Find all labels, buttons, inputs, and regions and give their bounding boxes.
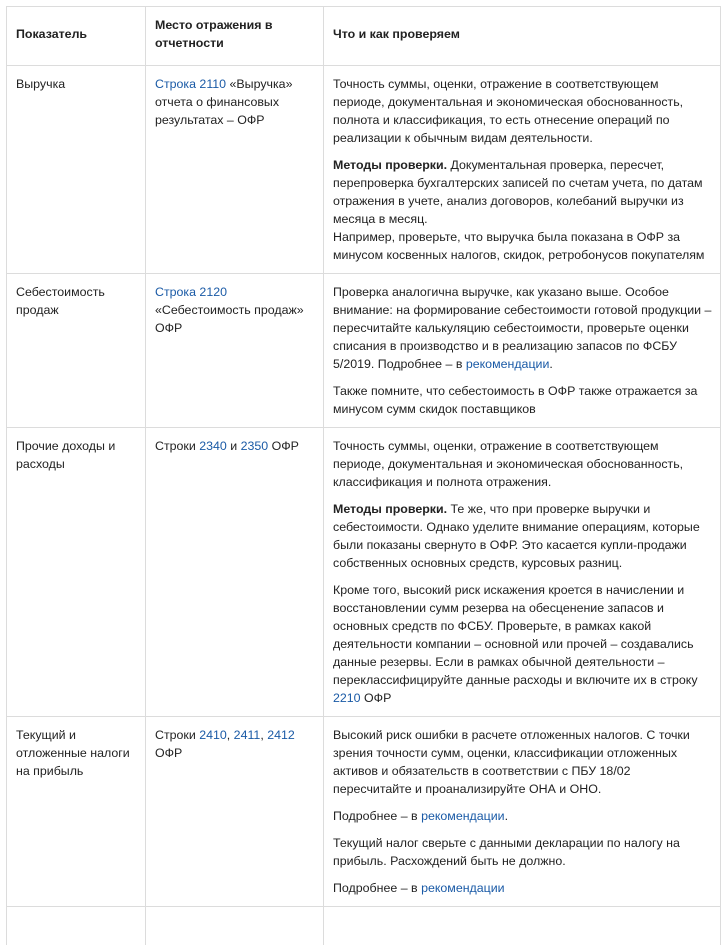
line-2350-link[interactable]: 2350 bbox=[241, 439, 269, 453]
check-text: Подробнее – в bbox=[333, 809, 421, 823]
check-paragraph: Также помните, что себестоимость в ОФР также отражается за минусом сумм скидок поставщиков bbox=[333, 382, 712, 418]
methods-text: Те же, что при проверке выручки и себестоимости. Однако уделите внимание операциям, которые были показаны свернуто в ОФР. Это касается купли-продажи собственных основных средств, курсовых разниц. bbox=[333, 502, 700, 570]
line-2412-link[interactable]: 2412 bbox=[267, 728, 295, 742]
check-paragraph: Высокий риск ошибки в расчете отложенных налогов. С точки зрения точности сумм, оценки, классификации отложенных активов и обязательств в соответствии с ПБУ 18/02 пересчитайте и проанализируйте ОНА и ОНО. bbox=[333, 726, 712, 798]
check-text: ОФР bbox=[361, 691, 392, 705]
indicator-cell: Текущий и отложенные налоги на прибыль bbox=[7, 717, 146, 907]
table-header-row bbox=[7, 7, 721, 66]
check-cell bbox=[324, 274, 721, 428]
place-text: ОФР bbox=[268, 439, 299, 453]
empty-cell bbox=[146, 907, 324, 945]
place-text: «Себестоимость продаж» ОФР bbox=[155, 303, 304, 335]
place-text: Строки bbox=[155, 439, 199, 453]
indicator-cell: Прочие доходы и расходы bbox=[7, 428, 146, 717]
table-row bbox=[7, 66, 721, 274]
check-paragraph: Текущий налог сверьте с данными декларации по налогу на прибыль. Расхождений быть не должно. bbox=[333, 834, 712, 870]
check-paragraph: Точность суммы, оценки, отражение в соответствующем периоде, документальная и экономическая обоснованность, полнота и классификация, то есть отнесение операций по реализации к обычным видам деятельности. bbox=[333, 75, 712, 147]
methods-label: Методы проверки. bbox=[333, 158, 447, 172]
place-text: «Выручка» отчета о финансовых результатах – ОФР bbox=[155, 77, 292, 127]
methods-text: Документальная проверка, пересчет, перепроверка бухгалтерских записей по счетам учета, по датам отражения в учете, анализ договоров, колебаний выручки из месяца в месяц. bbox=[333, 158, 703, 226]
check-paragraph bbox=[333, 581, 712, 707]
methods-paragraph bbox=[333, 500, 712, 572]
check-text: Кроме того, высокий риск искажения кроется в начислении и восстановлении сумм резерва на обесценение запасов и основных средств по ФСБУ. Проверьте, в рамках какой деятельности компании – основной или прочей – создавались данные резервы. Если в рамках обычной деятельности – переклассифицируйте данные расходы и включите их в строку bbox=[333, 583, 698, 687]
indicator-cell: Выручка bbox=[7, 66, 146, 274]
punct: . bbox=[549, 357, 552, 371]
table-row bbox=[7, 274, 721, 428]
place-cell bbox=[146, 66, 324, 274]
place-text: Строки bbox=[155, 728, 199, 742]
check-paragraph: Точность суммы, оценки, отражение в соответствующем периоде, документальная и экономическая обоснованность, классификация и полнота отражения. bbox=[333, 437, 712, 491]
place-text: и bbox=[227, 439, 241, 453]
place-cell bbox=[146, 717, 324, 907]
line-2110-link[interactable]: Строка 2110 bbox=[155, 77, 226, 91]
example-text: Например, проверьте, что выручка была показана в ОФР за минусом косвенных налогов, скидок, ретробонусов покупателям bbox=[333, 230, 704, 262]
line-2411-link[interactable]: 2411 bbox=[234, 728, 261, 742]
place-text: ОФР bbox=[155, 746, 182, 760]
audit-table bbox=[6, 6, 721, 945]
check-cell bbox=[324, 66, 721, 274]
recommendation-link[interactable]: рекомендации bbox=[421, 881, 505, 895]
header-place: Место отражения в отчетности bbox=[146, 7, 324, 66]
header-indicator: Показатель bbox=[7, 7, 146, 66]
recommendation-link[interactable]: рекомендации bbox=[466, 357, 550, 371]
check-cell bbox=[324, 428, 721, 717]
table-row bbox=[7, 907, 721, 945]
empty-cell bbox=[7, 907, 146, 945]
methods-label: Методы проверки. bbox=[333, 502, 447, 516]
place-cell bbox=[146, 428, 324, 717]
check-text: Подробнее – в bbox=[333, 881, 421, 895]
line-2340-link[interactable]: 2340 bbox=[199, 439, 227, 453]
line-2120-link[interactable]: Строка 2120 bbox=[155, 285, 227, 299]
place-text: , bbox=[227, 728, 234, 742]
methods-paragraph bbox=[333, 156, 712, 264]
line-2210-link[interactable]: 2210 bbox=[333, 691, 361, 705]
check-paragraph bbox=[333, 879, 712, 897]
place-cell bbox=[146, 274, 324, 428]
indicator-cell: Себестоимость продаж bbox=[7, 274, 146, 428]
recommendation-link[interactable]: рекомендации bbox=[421, 809, 505, 823]
punct: . bbox=[505, 809, 508, 823]
check-cell bbox=[324, 717, 721, 907]
check-paragraph bbox=[333, 807, 712, 825]
table-row bbox=[7, 717, 721, 907]
place-text: , bbox=[260, 728, 267, 742]
line-2410-link[interactable]: 2410 bbox=[199, 728, 227, 742]
header-what-how: Что и как проверяем bbox=[324, 7, 721, 66]
empty-cell bbox=[324, 907, 721, 945]
check-paragraph bbox=[333, 283, 712, 373]
table-row bbox=[7, 428, 721, 717]
check-text: Проверка аналогична выручке, как указано выше. Особое внимание: на формирование себестоимости готовой продукции – пересчитайте калькуляцию себестоимости, проверьте оценки списания в производство и в реализацию запасов по ФСБУ 5/2019. Подробнее – в bbox=[333, 285, 711, 371]
